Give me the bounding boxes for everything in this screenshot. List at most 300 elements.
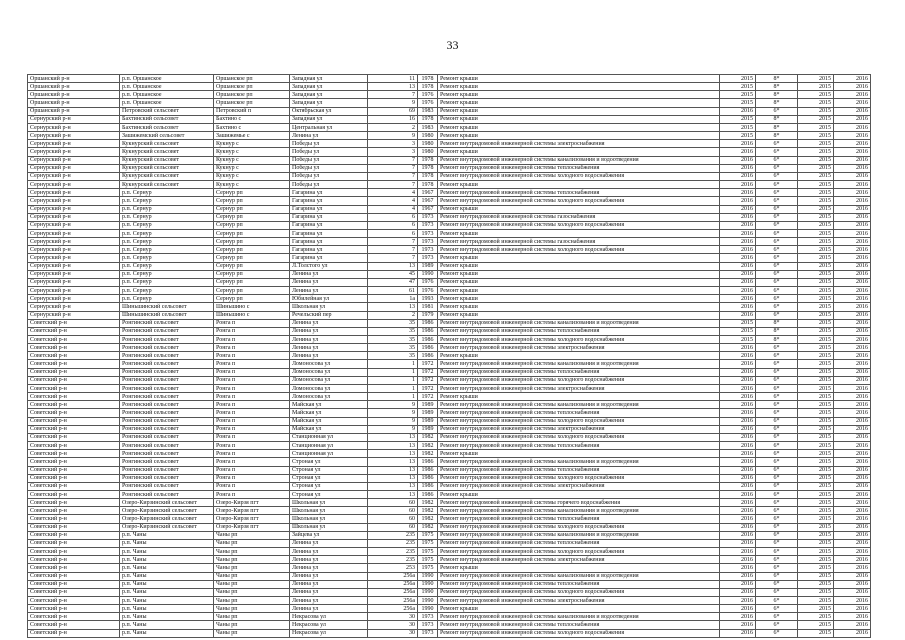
build-year-cell: 1976 bbox=[418, 99, 438, 107]
period-start-cell: 2015 bbox=[798, 458, 834, 466]
street-cell: Ленина ул bbox=[290, 327, 368, 335]
plan-year-cell: 2016 bbox=[720, 458, 756, 466]
build-year-cell: 1967 bbox=[418, 205, 438, 213]
locality-cell: Ронга п bbox=[214, 327, 290, 335]
municipality-cell: Ронгинский сельсовет bbox=[120, 384, 214, 392]
street-cell: Центральная ул bbox=[290, 123, 368, 131]
work-type-cell: Ремонт внутридомовой инженерной системы холодного водоснабжения bbox=[438, 197, 720, 205]
period-start-cell: 2015 bbox=[798, 376, 834, 384]
house-number-cell: 1 bbox=[368, 393, 418, 401]
district-cell: Сернурский р-н bbox=[28, 246, 120, 254]
rate-cell: 6* bbox=[756, 401, 798, 409]
work-type-cell: Ремонт внутридомовой инженерной системы электроснабжения bbox=[438, 384, 720, 392]
work-type-cell: Ремонт крыши bbox=[438, 287, 720, 295]
district-cell: Сернурский р-н bbox=[28, 164, 120, 172]
street-cell: Гагарина ул bbox=[290, 221, 368, 229]
build-year-cell: 1978 bbox=[418, 83, 438, 91]
locality-cell: Сернур рп bbox=[214, 229, 290, 237]
period-start-cell: 2015 bbox=[798, 556, 834, 564]
house-number-cell: 235 bbox=[368, 556, 418, 564]
work-type-cell: Ремонт крыши bbox=[438, 311, 720, 319]
locality-cell: Бахтино с bbox=[214, 123, 290, 131]
table-row bbox=[28, 588, 871, 596]
table-row bbox=[28, 344, 871, 352]
rate-cell: 6* bbox=[756, 442, 798, 450]
district-cell: Советский р-н bbox=[28, 433, 120, 441]
build-year-cell: 1989 bbox=[418, 425, 438, 433]
locality-cell: Ронга п bbox=[214, 384, 290, 392]
street-cell: Западная ул bbox=[290, 115, 368, 123]
plan-year-cell: 2016 bbox=[720, 376, 756, 384]
municipality-cell: р.п. Чаны bbox=[120, 564, 214, 572]
municipality-cell: Ронгинский сельсовет bbox=[120, 458, 214, 466]
house-number-cell: 30 bbox=[368, 629, 418, 637]
rate-cell: 6* bbox=[756, 229, 798, 237]
work-type-cell: Ремонт внутридомовой инженерной системы холодного водоснабжения bbox=[438, 172, 720, 180]
plan-year-cell: 2016 bbox=[720, 303, 756, 311]
locality-cell: Ронга п bbox=[214, 344, 290, 352]
locality-cell: Ронга п bbox=[214, 319, 290, 327]
work-type-cell: Ремонт внутридомовой инженерной системы холодного водоснабжения bbox=[438, 629, 720, 637]
rate-cell: 6* bbox=[756, 189, 798, 197]
district-cell: Советский р-н bbox=[28, 572, 120, 580]
period-end-cell: 2016 bbox=[834, 393, 871, 401]
locality-cell: Ронга п bbox=[214, 368, 290, 376]
work-type-cell: Ремонт внутридомовой инженерной системы электроснабжения bbox=[438, 344, 720, 352]
street-cell: Ленина ул bbox=[290, 278, 368, 286]
rate-cell: 6* bbox=[756, 458, 798, 466]
build-year-cell: 1983 bbox=[418, 107, 438, 115]
municipality-cell: Ронгинский сельсовет bbox=[120, 393, 214, 401]
house-number-cell: 256а bbox=[368, 572, 418, 580]
street-cell: Станционная ул bbox=[290, 442, 368, 450]
plan-year-cell: 2015 bbox=[720, 75, 756, 83]
locality-cell: Озеро-Кирзя пгт bbox=[214, 507, 290, 515]
plan-year-cell: 2016 bbox=[720, 262, 756, 270]
locality-cell: Ронга п bbox=[214, 450, 290, 458]
street-cell: Гагарина ул bbox=[290, 197, 368, 205]
plan-year-cell: 2016 bbox=[720, 401, 756, 409]
municipality-cell: р.п. Чаны bbox=[120, 629, 214, 637]
house-number-cell: 4 bbox=[368, 197, 418, 205]
period-end-cell: 2016 bbox=[834, 295, 871, 303]
locality-cell: Сернур рп bbox=[214, 221, 290, 229]
build-year-cell: 1972 bbox=[418, 360, 438, 368]
district-cell: Советский р-н bbox=[28, 425, 120, 433]
district-cell: Сернурский р-н bbox=[28, 270, 120, 278]
rate-cell: 6* bbox=[756, 156, 798, 164]
municipality-cell: Ронгинский сельсовет bbox=[120, 442, 214, 450]
locality-cell: Кукнур с bbox=[214, 164, 290, 172]
rate-cell: 6* bbox=[756, 368, 798, 376]
period-end-cell: 2016 bbox=[834, 132, 871, 140]
table-row bbox=[28, 336, 871, 344]
table-row bbox=[28, 613, 871, 621]
table-row bbox=[28, 91, 871, 99]
house-number-cell: 13 bbox=[368, 433, 418, 441]
period-start-cell: 2015 bbox=[798, 580, 834, 588]
locality-cell: Ронга п bbox=[214, 393, 290, 401]
street-cell: Майская ул bbox=[290, 401, 368, 409]
plan-year-cell: 2016 bbox=[720, 148, 756, 156]
plan-year-cell: 2016 bbox=[720, 172, 756, 180]
locality-cell: Кукнур с bbox=[214, 181, 290, 189]
build-year-cell: 1989 bbox=[418, 401, 438, 409]
district-cell: Сернурский р-н bbox=[28, 205, 120, 213]
rate-cell: 6* bbox=[756, 393, 798, 401]
build-year-cell: 1972 bbox=[418, 368, 438, 376]
period-start-cell: 2015 bbox=[798, 523, 834, 531]
locality-cell: Бахтино с bbox=[214, 115, 290, 123]
municipality-cell: Озеро-Кирзинский сельсовет bbox=[120, 499, 214, 507]
work-type-cell: Ремонт крыши bbox=[438, 229, 720, 237]
rate-cell: 6* bbox=[756, 384, 798, 392]
table-row bbox=[28, 148, 871, 156]
work-type-cell: Ремонт внутридомовой инженерной системы теплоснабжения bbox=[438, 442, 720, 450]
district-cell: Советский р-н bbox=[28, 466, 120, 474]
locality-cell: Оршанское рп bbox=[214, 75, 290, 83]
house-number-cell: 7 bbox=[368, 181, 418, 189]
build-year-cell: 1986 bbox=[418, 474, 438, 482]
house-number-cell: 9 bbox=[368, 425, 418, 433]
house-number-cell: 13 bbox=[368, 450, 418, 458]
district-cell: Советский р-н bbox=[28, 360, 120, 368]
district-cell: Советский р-н bbox=[28, 490, 120, 498]
house-number-cell: 13 bbox=[368, 490, 418, 498]
work-type-cell: Ремонт внутридомовой инженерной системы канализования и водоотведения bbox=[438, 156, 720, 164]
municipality-cell: Бахтинский сельсовет bbox=[120, 115, 214, 123]
locality-cell: Ронга п bbox=[214, 425, 290, 433]
work-type-cell: Ремонт внутридомовой инженерной системы теплоснабжения bbox=[438, 539, 720, 547]
street-cell: Ленина ул bbox=[290, 588, 368, 596]
locality-cell: Сернур рп bbox=[214, 287, 290, 295]
rate-cell: 6* bbox=[756, 515, 798, 523]
table-row bbox=[28, 474, 871, 482]
period-end-cell: 2016 bbox=[834, 156, 871, 164]
municipality-cell: р.п. Сернур bbox=[120, 238, 214, 246]
plan-year-cell: 2016 bbox=[720, 531, 756, 539]
period-start-cell: 2015 bbox=[798, 181, 834, 189]
district-cell: Оршанский р-н bbox=[28, 107, 120, 115]
work-type-cell: Ремонт внутридомовой инженерной системы канализования и водоотведения bbox=[438, 360, 720, 368]
house-number-cell: 256а bbox=[368, 605, 418, 613]
locality-cell: Чаны рп bbox=[214, 531, 290, 539]
house-number-cell: 60 bbox=[368, 499, 418, 507]
rate-cell: 8* bbox=[756, 319, 798, 327]
period-start-cell: 2015 bbox=[798, 270, 834, 278]
period-end-cell: 2016 bbox=[834, 148, 871, 156]
period-start-cell: 2015 bbox=[798, 123, 834, 131]
rate-cell: 6* bbox=[756, 205, 798, 213]
district-cell: Советский р-н bbox=[28, 384, 120, 392]
period-end-cell: 2016 bbox=[834, 303, 871, 311]
rate-cell: 6* bbox=[756, 539, 798, 547]
plan-year-cell: 2016 bbox=[720, 295, 756, 303]
district-cell: Советский р-н bbox=[28, 417, 120, 425]
build-year-cell: 1989 bbox=[418, 409, 438, 417]
house-number-cell: 1 bbox=[368, 384, 418, 392]
district-cell: Сернурский р-н bbox=[28, 123, 120, 131]
work-type-cell: Ремонт крыши bbox=[438, 262, 720, 270]
period-end-cell: 2016 bbox=[834, 262, 871, 270]
period-start-cell: 2015 bbox=[798, 91, 834, 99]
plan-year-cell: 2016 bbox=[720, 556, 756, 564]
period-end-cell: 2016 bbox=[834, 181, 871, 189]
municipality-cell: р.п. Оршанское bbox=[120, 99, 214, 107]
build-year-cell: 1975 bbox=[418, 556, 438, 564]
table-row bbox=[28, 531, 871, 539]
page-number: 33 bbox=[446, 38, 459, 52]
table-row bbox=[28, 433, 871, 441]
build-year-cell: 1982 bbox=[418, 433, 438, 441]
house-number-cell: 253 bbox=[368, 564, 418, 572]
table-row bbox=[28, 425, 871, 433]
municipality-cell: р.п. Чаны bbox=[120, 588, 214, 596]
work-type-cell: Ремонт внутридомовой инженерной системы теплоснабжения bbox=[438, 327, 720, 335]
table-row bbox=[28, 597, 871, 605]
rate-cell: 6* bbox=[756, 482, 798, 490]
table-row bbox=[28, 311, 871, 319]
period-end-cell: 2016 bbox=[834, 140, 871, 148]
municipality-cell: р.п. Чаны bbox=[120, 597, 214, 605]
period-start-cell: 2015 bbox=[798, 548, 834, 556]
build-year-cell: 1972 bbox=[418, 376, 438, 384]
district-cell: Оршанский р-н bbox=[28, 83, 120, 91]
locality-cell: Чаны рп bbox=[214, 556, 290, 564]
rate-cell: 6* bbox=[756, 352, 798, 360]
period-start-cell: 2015 bbox=[798, 474, 834, 482]
table-row bbox=[28, 75, 871, 83]
build-year-cell: 1982 bbox=[418, 523, 438, 531]
table-row bbox=[28, 482, 871, 490]
plan-year-cell: 2016 bbox=[720, 156, 756, 164]
street-cell: Западная ул bbox=[290, 91, 368, 99]
period-end-cell: 2016 bbox=[834, 246, 871, 254]
period-end-cell: 2016 bbox=[834, 442, 871, 450]
house-number-cell: 13 bbox=[368, 466, 418, 474]
house-number-cell: 1 bbox=[368, 376, 418, 384]
rate-cell: 6* bbox=[756, 409, 798, 417]
period-end-cell: 2016 bbox=[834, 287, 871, 295]
municipality-cell: р.п. Чаны bbox=[120, 531, 214, 539]
municipality-cell: Ронгинский сельсовет bbox=[120, 482, 214, 490]
build-year-cell: 1973 bbox=[418, 621, 438, 629]
build-year-cell: 1973 bbox=[418, 221, 438, 229]
plan-year-cell: 2016 bbox=[720, 523, 756, 531]
house-number-cell: 6 bbox=[368, 213, 418, 221]
municipality-cell: Ронгинский сельсовет bbox=[120, 319, 214, 327]
work-type-cell: Ремонт крыши bbox=[438, 205, 720, 213]
plan-year-cell: 2015 bbox=[720, 336, 756, 344]
house-number-cell: 4 bbox=[368, 189, 418, 197]
district-cell: Советский р-н bbox=[28, 523, 120, 531]
rate-cell: 6* bbox=[756, 238, 798, 246]
work-type-cell: Ремонт крыши bbox=[438, 83, 720, 91]
locality-cell: Оршанское рп bbox=[214, 83, 290, 91]
work-type-cell: Ремонт крыши bbox=[438, 278, 720, 286]
period-end-cell: 2016 bbox=[834, 588, 871, 596]
plan-year-cell: 2016 bbox=[720, 384, 756, 392]
municipality-cell: р.п. Сернур bbox=[120, 213, 214, 221]
period-end-cell: 2016 bbox=[834, 548, 871, 556]
house-number-cell: 7 bbox=[368, 246, 418, 254]
municipality-cell: Шиньшинский сельсовет bbox=[120, 311, 214, 319]
build-year-cell: 1986 bbox=[418, 490, 438, 498]
district-cell: Советский р-н bbox=[28, 613, 120, 621]
rate-cell: 6* bbox=[756, 295, 798, 303]
house-number-cell: 13 bbox=[368, 442, 418, 450]
period-start-cell: 2015 bbox=[798, 588, 834, 596]
build-year-cell: 1975 bbox=[418, 539, 438, 547]
build-year-cell: 1980 bbox=[418, 140, 438, 148]
municipality-cell: р.п. Сернур bbox=[120, 205, 214, 213]
house-number-cell: 7 bbox=[368, 156, 418, 164]
build-year-cell: 1990 bbox=[418, 605, 438, 613]
municipality-cell: р.п. Сернур bbox=[120, 189, 214, 197]
work-type-cell: Ремонт крыши bbox=[438, 295, 720, 303]
period-end-cell: 2016 bbox=[834, 384, 871, 392]
table-row bbox=[28, 295, 871, 303]
house-number-cell: 35 bbox=[368, 319, 418, 327]
rate-cell: 6* bbox=[756, 270, 798, 278]
table-row bbox=[28, 254, 871, 262]
plan-year-cell: 2016 bbox=[720, 597, 756, 605]
period-start-cell: 2015 bbox=[798, 115, 834, 123]
plan-year-cell: 2016 bbox=[720, 140, 756, 148]
build-year-cell: 1986 bbox=[418, 327, 438, 335]
plan-year-cell: 2016 bbox=[720, 490, 756, 498]
build-year-cell: 1982 bbox=[418, 450, 438, 458]
district-cell: Сернурский р-н bbox=[28, 311, 120, 319]
build-year-cell: 1972 bbox=[418, 393, 438, 401]
table-row bbox=[28, 401, 871, 409]
municipality-cell: Ронгинский сельсовет bbox=[120, 352, 214, 360]
work-type-cell: Ремонт крыши bbox=[438, 605, 720, 613]
house-number-cell: 35 bbox=[368, 344, 418, 352]
rate-cell: 6* bbox=[756, 507, 798, 515]
period-start-cell: 2015 bbox=[798, 393, 834, 401]
district-cell: Сернурский р-н bbox=[28, 262, 120, 270]
period-start-cell: 2015 bbox=[798, 327, 834, 335]
district-cell: Сернурский р-н bbox=[28, 221, 120, 229]
plan-year-cell: 2016 bbox=[720, 433, 756, 441]
work-type-cell: Ремонт внутридомовой инженерной системы холодного водоснабжения bbox=[438, 221, 720, 229]
table-row bbox=[28, 213, 871, 221]
street-cell: Ленина ул bbox=[290, 319, 368, 327]
table-row bbox=[28, 450, 871, 458]
district-cell: Сернурский р-н bbox=[28, 295, 120, 303]
municipality-cell: Озеро-Кирзинский сельсовет bbox=[120, 523, 214, 531]
period-start-cell: 2015 bbox=[798, 450, 834, 458]
district-cell: Сернурский р-н bbox=[28, 148, 120, 156]
build-year-cell: 1982 bbox=[418, 507, 438, 515]
house-number-cell: 7 bbox=[368, 91, 418, 99]
period-end-cell: 2016 bbox=[834, 189, 871, 197]
plan-year-cell: 2016 bbox=[720, 515, 756, 523]
street-cell: Некрасова ул bbox=[290, 613, 368, 621]
district-cell: Советский р-н bbox=[28, 482, 120, 490]
plan-year-cell: 2016 bbox=[720, 181, 756, 189]
plan-year-cell: 2016 bbox=[720, 474, 756, 482]
rate-cell: 6* bbox=[756, 597, 798, 605]
table-row bbox=[28, 115, 871, 123]
street-cell: Станционная ул bbox=[290, 450, 368, 458]
rate-cell: 6* bbox=[756, 629, 798, 637]
build-year-cell: 1976 bbox=[418, 287, 438, 295]
period-start-cell: 2015 bbox=[798, 507, 834, 515]
locality-cell: Озеро-Кирзя пгт bbox=[214, 523, 290, 531]
locality-cell: Сернур рп bbox=[214, 295, 290, 303]
period-start-cell: 2015 bbox=[798, 213, 834, 221]
house-number-cell: 13 bbox=[368, 482, 418, 490]
district-cell: Советский р-н bbox=[28, 580, 120, 588]
street-cell: Ленина ул bbox=[290, 270, 368, 278]
build-year-cell: 1989 bbox=[418, 417, 438, 425]
street-cell: Западная ул bbox=[290, 83, 368, 91]
street-cell: Ленина ул bbox=[290, 556, 368, 564]
house-number-cell: 3 bbox=[368, 140, 418, 148]
street-cell: Победы ул bbox=[290, 148, 368, 156]
rate-cell: 6* bbox=[756, 499, 798, 507]
plan-year-cell: 2016 bbox=[720, 287, 756, 295]
table-row bbox=[28, 417, 871, 425]
rate-cell: 6* bbox=[756, 140, 798, 148]
district-cell: Сернурский р-н bbox=[28, 229, 120, 237]
locality-cell: Ронга п bbox=[214, 352, 290, 360]
house-number-cell: 2 bbox=[368, 311, 418, 319]
district-cell: Советский р-н bbox=[28, 629, 120, 637]
work-type-cell: Ремонт крыши bbox=[438, 107, 720, 115]
house-number-cell: 30 bbox=[368, 621, 418, 629]
locality-cell: Ронга п bbox=[214, 360, 290, 368]
period-end-cell: 2016 bbox=[834, 360, 871, 368]
build-year-cell: 1973 bbox=[418, 213, 438, 221]
district-cell: Сернурский р-н bbox=[28, 172, 120, 180]
period-start-cell: 2015 bbox=[798, 605, 834, 613]
build-year-cell: 1978 bbox=[418, 181, 438, 189]
street-cell: Гагарина ул bbox=[290, 254, 368, 262]
rate-cell: 8* bbox=[756, 91, 798, 99]
plan-year-cell: 2015 bbox=[720, 91, 756, 99]
plan-year-cell: 2016 bbox=[720, 572, 756, 580]
build-year-cell: 1975 bbox=[418, 548, 438, 556]
plan-year-cell: 2016 bbox=[720, 507, 756, 515]
house-number-cell: 16 bbox=[368, 115, 418, 123]
house-number-cell: 9 bbox=[368, 409, 418, 417]
district-cell: Сернурский р-н bbox=[28, 254, 120, 262]
rate-cell: 6* bbox=[756, 213, 798, 221]
municipality-cell: Озеро-Кирзинский сельсовет bbox=[120, 507, 214, 515]
table-row bbox=[28, 458, 871, 466]
build-year-cell: 1978 bbox=[418, 172, 438, 180]
locality-cell: Чаны рп bbox=[214, 613, 290, 621]
plan-year-cell: 2016 bbox=[720, 482, 756, 490]
period-end-cell: 2016 bbox=[834, 278, 871, 286]
table-row bbox=[28, 319, 871, 327]
district-cell: Советский р-н bbox=[28, 393, 120, 401]
build-year-cell: 1990 bbox=[418, 580, 438, 588]
rate-cell: 6* bbox=[756, 181, 798, 189]
period-end-cell: 2016 bbox=[834, 580, 871, 588]
work-type-cell: Ремонт внутридомовой инженерной системы горячего водоснабжения bbox=[438, 499, 720, 507]
work-type-cell: Ремонт внутридомовой инженерной системы канализования и водоотведения bbox=[438, 531, 720, 539]
table-row bbox=[28, 205, 871, 213]
period-end-cell: 2016 bbox=[834, 499, 871, 507]
period-start-cell: 2015 bbox=[798, 531, 834, 539]
plan-year-cell: 2016 bbox=[720, 417, 756, 425]
locality-cell: Чаны рп bbox=[214, 580, 290, 588]
district-cell: Сернурский р-н bbox=[28, 181, 120, 189]
